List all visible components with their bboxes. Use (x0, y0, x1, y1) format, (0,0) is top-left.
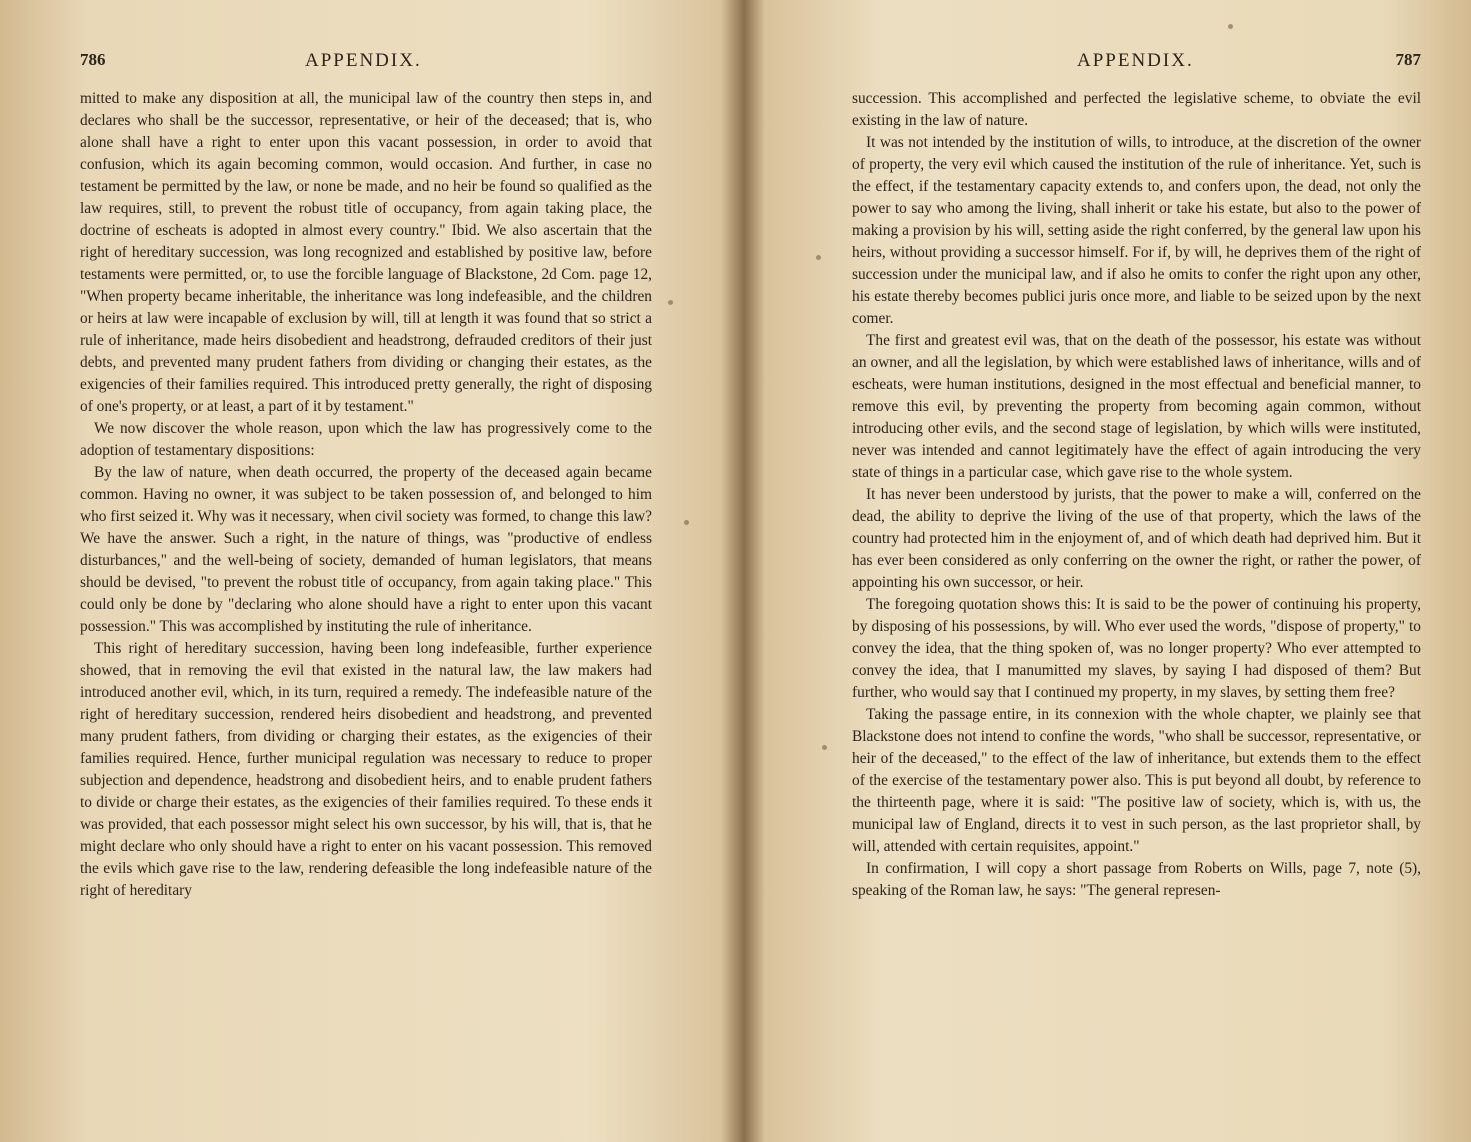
paragraph: This right of hereditary succession, having been long indefeasible, further experience showed, that in removing the evil that existed in the natural law, the law makers had introduced another evil, which, in its turn, required a remedy. The indefeasible nature of the right of hereditary succession, rendered heirs disobedient and headstrong, and prevented many prudent fathers, from dividing or charging their estates, as the exigencies of their families required. Hence, further municipal regulation was necessary to reduce to proper subjection and dependence, headstrong and disobedient heirs, and to enable prudent fathers to divide or charge their estates, as the exigencies of their families required. To these ends it was provided, that each possessor might select his own successor, by his will, that is, that he might declare who only should have a right to enter on his vacant possession. This removed the evils which gave rise to the law, rendering defeasible the long indefeasible nature of the right of hereditary (80, 640, 652, 899)
paragraph: By the law of nature, when death occurred, the property of the deceased again became common. Having no owner, it was subject to be taken possession of, and belonged to him who first seized it. Why was it necessary, when civil society was formed, to change this law? We have the answer. Such a right, in the nature of things, was "productive of endless disturbances," and the well-being of society, demanded of human legislators, that means should be devised, "to prevent the robust title of occupancy, from again taking place." This could only be done by "declaring who alone should have a right to enter upon this vacant possession." This was accomplished by instituting the rule of inheritance. (80, 464, 652, 635)
running-head-title: APPENDIX. (1077, 50, 1194, 71)
paragraph: mitted to make any disposition at all, the municipal law of the country then steps in, and declares who shall be the successor, representative, or heir of the deceased; that is, who alone shall have a right to enter upon this vacant possession, in order to avoid that confusion, which its again becoming common, would occasion. And further, in case no testament be permitted by the law, or none be made, and no heir be found so qualified as the law requires, still, to prevent the robust title of occupancy, from again taking place, the doctrine of escheats is adopted in almost every country." Ibid. We also ascertain that the right of hereditary succession, was long recognized and established by positive law, before testaments were permitted, or, to use the forcible language of Blackstone, 2d Com. page 12, "When property became inheritable, the inheritance was long indefeasible, and the children or heirs at law were incapable of exclusion by will, till at length it was found that so strict a rule of inheritance, made heirs disobedient and headstrong, defrauded creditors of their just debts, and prevented many prudent fathers from dividing or changing their estates, as the exigencies of their families required. This introduced pretty generally, the right of disposing of one's property, or at least, a part of it by testament." (80, 90, 652, 415)
page-body (80, 88, 652, 902)
paragraph: In confirmation, I will copy a short passage from Roberts on Wills, page 7, note (5), speaking of the Roman law, he says: "The general represen- (852, 860, 1421, 899)
running-head-title: APPENDIX. (305, 50, 422, 71)
paragraph: We now discover the whole reason, upon which the law has progressively come to the adoption of testamentary dispositions: (80, 420, 652, 459)
page-body (852, 88, 1421, 902)
page-number: 786 (80, 50, 106, 69)
paragraph: It has never been understood by jurists, that the power to make a will, conferred on the dead, the ability to deprive the living of the use of that property, which the laws of the country had protected him in the enjoyment of, and of which death had deprived him. But it has ever been considered as only conferring on the owner the right, or rather the power, of appointing his own successor, or heir. (852, 486, 1421, 591)
paragraph: The first and greatest evil was, that on the death of the possessor, his estate was without an owner, and all the legislation, by which were established laws of inheritance, wills and of escheats, were human institutions, designed in the most effectual and beneficial manner, to remove this evil, by preventing the property from becoming again common, without introducing other evils, and the second stage of legislation, by which wills were instituted, never was intended and cannot legitimately have the effect of again introducing the very state of things in a particular case, which gave rise to the whole system. (852, 332, 1421, 481)
foxing-spot (668, 300, 673, 305)
paragraph: succession. This accomplished and perfected the legislative scheme, to obviate the evil existing in the law of nature. (852, 90, 1421, 129)
paragraph: It was not intended by the institution of wills, to introduce, at the discretion of the owner of property, the very evil which caused the institution of the rule of inheritance. Yet, such is the effect, if the testamentary capacity extends to, and confers upon, the dead, not only the power to say who among the living, shall inherit or take his estate, but also to the power of making a provision by his will, setting aside the right conferred, by the general law upon his heirs, without providing a successor himself. For if, by will, he deprives them of the right of succession under the municipal law, and if also he omits to confer the right upon any other, his estate thereby becomes publici juris once more, and liable to be seized upon by the next comer. (852, 134, 1421, 327)
foxing-spot (1228, 24, 1233, 29)
running-head (80, 48, 652, 88)
foxing-spot (822, 745, 827, 750)
paragraph: Taking the passage entire, in its connexion with the whole chapter, we plainly see that Blackstone does not intend to confine the words, "who shall be successor, representative, or heir of the deceased," to the effect of the law of inheritance, but extends them to the effect of the exercise of the testamentary power also. This is put beyond all doubt, by reference to the thirteenth page, where it is said: "The positive law of society, which is, with us, the municipal law of England, directs it to vest in such person, as the last proprietor shall, by will, attended with certain requisites, appoint." (852, 706, 1421, 855)
running-head (852, 48, 1421, 88)
foxing-spot (816, 255, 821, 260)
paragraph: The foregoing quotation shows this: It is said to be the power of continuing his property, by disposing of his possessions, by will. Who ever used the words, "dispose of property," to convey the idea, that the thing spoken of, was no longer property? Who ever attempted to convey the idea, that I manumitted my slaves, by saying I had disposed of them? But further, who would say that I continued my property, in my slaves, by setting them free? (852, 596, 1421, 701)
page-number: 787 (1395, 50, 1421, 69)
right-page (752, 0, 1471, 1142)
foxing-spot (684, 520, 689, 525)
